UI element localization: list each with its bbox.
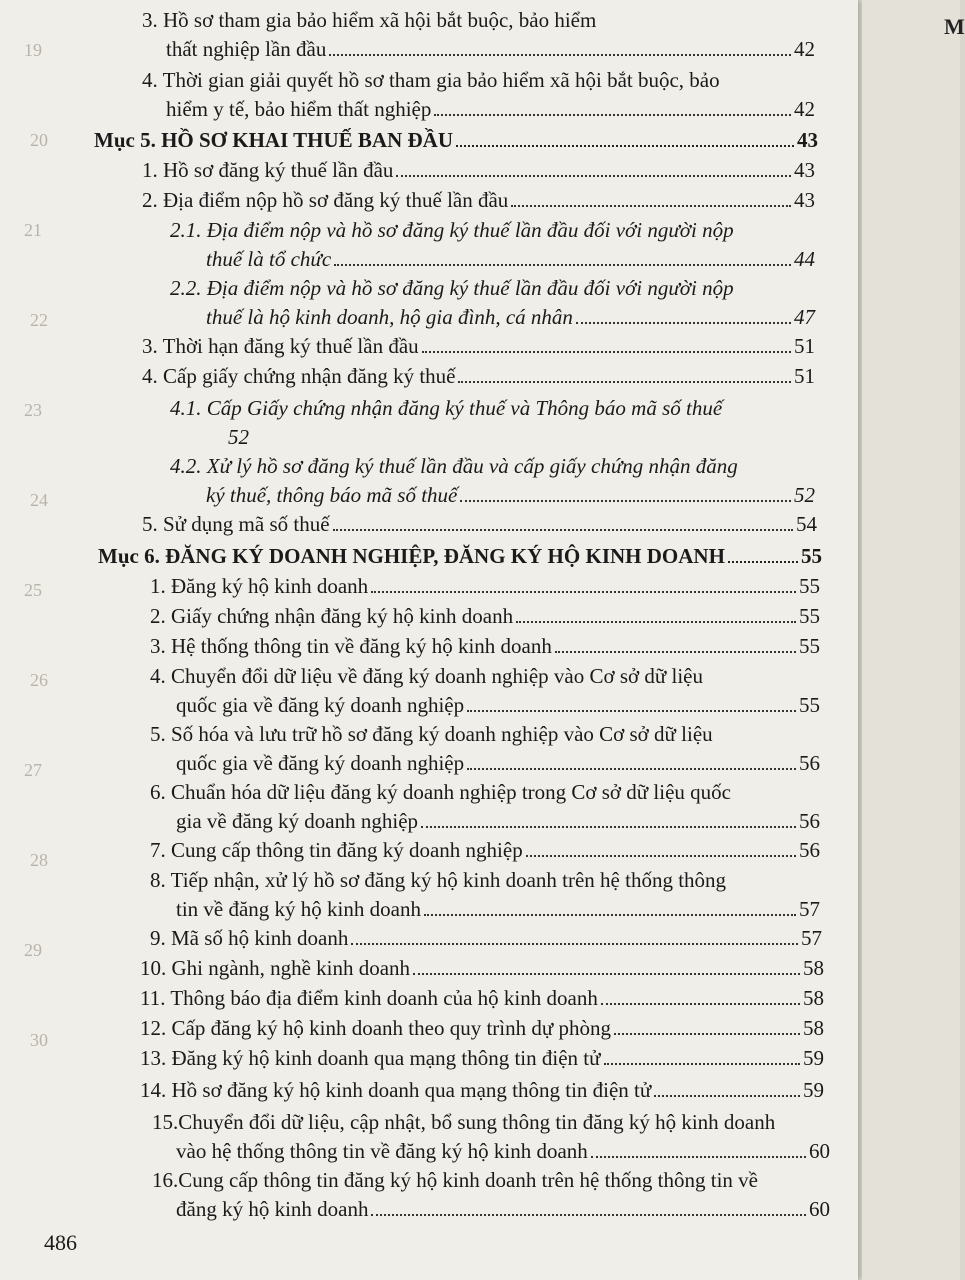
toc-entry (152, 1166, 830, 1224)
toc-section-heading (94, 126, 818, 155)
bleed-through-text: 28 (30, 850, 48, 870)
toc-entry-line: 10. Ghi ngành, nghề kinh doanh 58 (140, 954, 824, 983)
page-ref: 55 (799, 604, 820, 628)
toc-entry-line: quốc gia về đăng ký doanh nghiệp 55 (150, 691, 820, 720)
toc-entry-line: 16.Cung cấp thông tin đăng ký hộ kinh doanh trên hệ thống thông tin về (152, 1168, 759, 1192)
toc-entry (140, 1044, 824, 1073)
toc-entry-line: thất nghiệp lần đầu 42 (142, 35, 815, 64)
toc-entry (150, 720, 820, 778)
page-ref: 57 (799, 897, 820, 921)
dot-leader (728, 561, 798, 563)
dot-leader (456, 145, 794, 147)
toc-entry-line: hiểm y tế, bảo hiểm thất nghiệp 42 (142, 95, 815, 124)
bleed-through-text: 26 (30, 670, 48, 690)
toc-entry (150, 836, 820, 865)
toc-section-heading (98, 542, 822, 571)
toc-entry-line: 5. Số hóa và lưu trữ hồ sơ đăng ký doanh nghiệp vào Cơ sở dữ liệu (150, 722, 713, 746)
dot-leader (396, 175, 791, 177)
toc-entry-line: 2. Giấy chứng nhận đăng ký hộ kinh doanh 55 (150, 602, 820, 631)
toc-entry-line: 8. Tiếp nhận, xử lý hồ sơ đăng ký hộ kinh doanh trên hệ thống thông (150, 868, 727, 892)
dot-leader (576, 322, 791, 324)
page-ref: 51 (794, 334, 815, 358)
toc-entry-line: 15.Chuyển đổi dữ liệu, cập nhật, bổ sung thông tin đăng ký hộ kinh doanh (152, 1110, 776, 1134)
toc-entry-line: 11. Thông báo địa điểm kinh doanh của hộ kinh doanh 58 (140, 984, 824, 1013)
page-ref: 42 (794, 97, 815, 121)
page-ref: 43 (797, 128, 818, 152)
dot-leader (467, 768, 796, 770)
page-ref: 58 (803, 956, 824, 980)
toc-entry (150, 662, 820, 720)
toc-entry (140, 984, 824, 1013)
page-ref: 44 (794, 247, 815, 271)
toc-entry (140, 1014, 824, 1043)
toc-entry (150, 632, 820, 661)
toc-entry-line: 4. Chuyển đổi dữ liệu về đăng ký doanh nghiệp vào Cơ sở dữ liệu (150, 664, 703, 688)
page-ref: 56 (799, 809, 820, 833)
page-ref: 60 (809, 1197, 830, 1221)
toc-entry (150, 602, 820, 631)
dot-leader (424, 914, 796, 916)
page-ref: 54 (796, 512, 817, 536)
page-ref: 58 (803, 1016, 824, 1040)
page-ref: 56 (799, 838, 820, 862)
dot-leader (422, 351, 791, 353)
toc-subentry (170, 216, 815, 274)
toc-entry-line: 7. Cung cấp thông tin đăng ký doanh nghiệp 56 (150, 836, 820, 865)
dot-leader (614, 1033, 800, 1035)
toc-entry-line: 2. Địa điểm nộp hồ sơ đăng ký thuế lần đầu 43 (142, 186, 815, 215)
toc-entry (142, 186, 815, 215)
page-ref: 47 (794, 305, 815, 329)
toc-entry (142, 156, 815, 185)
toc-entry-line: thuế là tổ chức 44 (170, 245, 815, 274)
toc-entry-line: tin về đăng ký hộ kinh doanh 57 (150, 895, 820, 924)
page-ref: 42 (794, 37, 815, 61)
dot-leader (421, 826, 796, 828)
toc-entry-line: 2.2. Địa điểm nộp và hồ sơ đăng ký thuế lần đầu đối với người nộp (170, 276, 734, 300)
page-ref: 57 (801, 926, 822, 950)
bleed-through-text: 30 (30, 1030, 48, 1050)
page-ref: 59 (803, 1046, 824, 1070)
page-ref: 56 (799, 751, 820, 775)
dot-leader (413, 973, 800, 975)
page-ref: 55 (799, 574, 820, 598)
page-ref: 51 (794, 364, 815, 388)
dot-leader (654, 1095, 800, 1097)
dot-leader (351, 943, 798, 945)
toc-entry (142, 66, 815, 124)
toc-entry-line: 14. Hồ sơ đăng ký hộ kinh doanh qua mạng thông tin điện tử 59 (140, 1076, 824, 1105)
toc-entry-line: quốc gia về đăng ký doanh nghiệp 56 (150, 749, 820, 778)
toc-entry-line: vào hệ thống thông tin về đăng ký hộ kinh doanh 60 (152, 1137, 830, 1166)
toc-entry (142, 6, 815, 64)
toc-entry-line: 13. Đăng ký hộ kinh doanh qua mạng thông tin điện tử 59 (140, 1044, 824, 1073)
bleed-through-text: 19 (24, 40, 42, 60)
toc-subentry (170, 394, 815, 452)
dot-leader (601, 1003, 800, 1005)
toc-entry (140, 954, 824, 983)
adjacent-page-letter: M (944, 14, 965, 39)
adjacent-page-edge (862, 0, 965, 1280)
toc-entry-line: 3. Hồ sơ tham gia bảo hiểm xã hội bắt buộc, bảo hiểm (142, 8, 597, 32)
page-ref: 55 (799, 693, 820, 717)
dot-leader (591, 1156, 806, 1158)
dot-leader (458, 381, 791, 383)
toc-subentry (170, 274, 815, 332)
dot-leader (555, 651, 796, 653)
toc-entry-line: 4.1. Cấp Giấy chứng nhận đăng ký thuế và Thông báo mã số thuế (170, 396, 723, 420)
page-number: 486 (44, 1230, 77, 1255)
dot-leader (460, 500, 791, 502)
dot-leader (371, 1214, 806, 1216)
toc-entry-line: Mục 5. HỒ SƠ KHAI THUẾ BAN ĐẦU 43 (94, 126, 818, 155)
dot-leader (511, 205, 791, 207)
toc-entry-line: 6. Chuẩn hóa dữ liệu đăng ký doanh nghiệp trong Cơ sở dữ liệu quốc (150, 780, 731, 804)
toc-entry-line: đăng ký hộ kinh doanh 60 (152, 1195, 830, 1224)
toc-entry-line: 4. Thời gian giải quyết hồ sơ tham gia bảo hiểm xã hội bắt buộc, bảo (142, 68, 720, 92)
toc-entry-line: 1. Đăng ký hộ kinh doanh 55 (150, 572, 820, 601)
toc-entry (150, 572, 820, 601)
toc-entry-line: 3. Thời hạn đăng ký thuế lần đầu 51 (142, 332, 815, 361)
toc-entry-line (170, 423, 815, 452)
toc-entry-line: 9. Mã số hộ kinh doanh 57 (150, 924, 822, 953)
bleed-through-text: 27 (24, 760, 42, 780)
toc-entry-line: 4. Cấp giấy chứng nhận đăng ký thuế 51 (142, 362, 815, 391)
toc-entry (150, 866, 820, 924)
bleed-through-text: 24 (30, 490, 48, 510)
toc-entry (142, 362, 815, 391)
page-ref: 59 (803, 1078, 824, 1102)
dot-leader (371, 591, 796, 593)
bleed-through-text: 22 (30, 310, 48, 330)
page-ref: 52 (794, 483, 815, 507)
dot-leader (467, 710, 796, 712)
page-ref: 58 (803, 986, 824, 1010)
toc-entry-line: gia về đăng ký doanh nghiệp 56 (150, 807, 820, 836)
toc-entry-line: 4.2. Xử lý hồ sơ đăng ký thuế lần đầu và cấp giấy chứng nhận đăng (170, 454, 738, 478)
dot-leader (334, 264, 791, 266)
dot-leader (604, 1063, 801, 1065)
toc-entry-line: ký thuế, thông báo mã số thuế 52 (170, 481, 815, 510)
bleed-through-text: 25 (24, 580, 42, 600)
toc-subentry (170, 452, 815, 510)
page-ref: 55 (801, 544, 822, 568)
toc-entry (152, 1108, 830, 1166)
bleed-through-text: 20 (30, 130, 48, 150)
toc-entry-line: 1. Hồ sơ đăng ký thuế lần đầu 43 (142, 156, 815, 185)
dot-leader (526, 855, 796, 857)
toc-entry-line: 2.1. Địa điểm nộp và hồ sơ đăng ký thuế lần đầu đối với người nộp (170, 218, 734, 242)
toc-entry-line: 3. Hệ thống thông tin về đăng ký hộ kinh doanh 55 (150, 632, 820, 661)
toc-entry (140, 1076, 824, 1105)
toc-entry-line: 12. Cấp đăng ký hộ kinh doanh theo quy trình dự phòng 58 (140, 1014, 824, 1043)
page-ref: 43 (794, 188, 815, 212)
bleed-through-text: 21 (24, 220, 42, 240)
dot-leader (434, 114, 791, 116)
toc-entry-line: Mục 6. ĐĂNG KÝ DOANH NGHIỆP, ĐĂNG KÝ HỘ KINH DOANH 55 (98, 542, 822, 571)
page-ref: 52 (228, 425, 249, 449)
toc-entry (142, 332, 815, 361)
toc-entry (142, 510, 817, 539)
bleed-through-text: 23 (24, 400, 42, 420)
dot-leader (333, 529, 793, 531)
toc-entry (150, 924, 822, 953)
page-ref: 60 (809, 1139, 830, 1163)
page-ref: 43 (794, 158, 815, 182)
toc-entry-line: 5. Sử dụng mã số thuế 54 (142, 510, 817, 539)
toc-entry (150, 778, 820, 836)
bleed-through-text: 29 (24, 940, 42, 960)
dot-leader (516, 621, 796, 623)
toc-entry-line: thuế là hộ kinh doanh, hộ gia đình, cá nhân 47 (170, 303, 815, 332)
page-ref: 55 (799, 634, 820, 658)
dot-leader (329, 54, 791, 56)
